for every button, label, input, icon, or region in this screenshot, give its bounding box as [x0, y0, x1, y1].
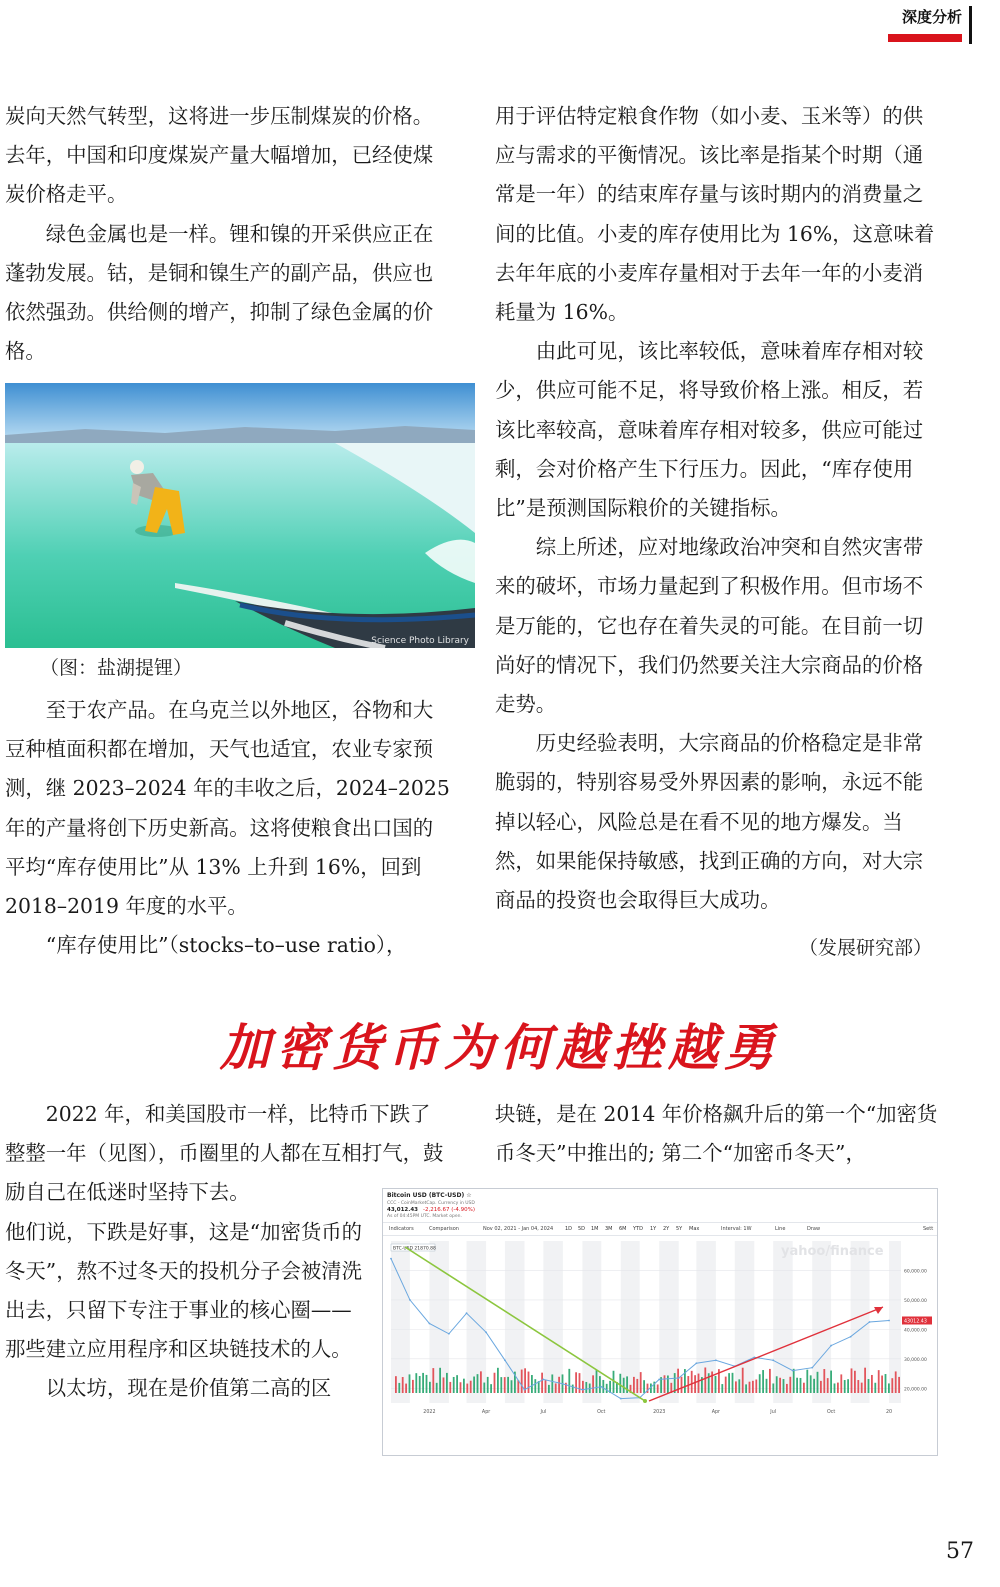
volume-bar	[898, 1377, 900, 1393]
volume-bar	[895, 1371, 897, 1393]
paragraph: 以太坊，现在是价值第二高的区	[45, 1376, 332, 1401]
volume-bar	[504, 1377, 506, 1393]
chart-subtitle: CCC - CoinMarketCap. Currency in USD	[387, 1201, 475, 1206]
draw-button[interactable]: Draw	[807, 1226, 821, 1232]
volume-bar	[497, 1368, 499, 1393]
volume-bar	[453, 1377, 455, 1393]
data-point	[811, 1367, 813, 1369]
month-band	[467, 1241, 487, 1403]
volume-bar	[487, 1377, 489, 1393]
volume-bar	[766, 1379, 768, 1393]
data-point	[409, 1299, 411, 1301]
settings-button[interactable]: Sett	[923, 1226, 934, 1232]
photo-caption: （图：盐湖提锂）	[40, 657, 193, 679]
month-band	[582, 1241, 601, 1403]
volume-bar	[555, 1383, 557, 1393]
volume-bar	[888, 1383, 890, 1393]
x-tick-label: 2023	[653, 1410, 666, 1415]
bitcoin-chart	[382, 1188, 938, 1456]
volume-bar	[827, 1378, 829, 1393]
volume-bar	[793, 1369, 795, 1393]
paragraph: 炭向天然气转型，这将进一步压制煤炭的价格。去年，中国和印度煤炭产量大幅增加，已经使煤炭价格走平。	[5, 104, 434, 207]
volume-bar	[657, 1384, 659, 1393]
volume-bar	[783, 1379, 785, 1393]
volume-bar	[745, 1384, 747, 1393]
volume-bar	[412, 1380, 414, 1393]
range-1m[interactable]: 1M	[591, 1226, 599, 1232]
volume-bar	[817, 1372, 819, 1393]
volume-bar	[592, 1375, 594, 1393]
data-point	[658, 1379, 660, 1381]
interval-selector[interactable]: Interval: 1W	[721, 1226, 752, 1232]
range-1d[interactable]: 1D	[565, 1226, 573, 1232]
volume-bar	[694, 1375, 696, 1393]
chart-title: Bitcoin USD (BTC-USD) ☆	[387, 1192, 472, 1199]
section-divider	[969, 6, 972, 44]
volume-bar	[691, 1371, 693, 1393]
volume-bar	[480, 1371, 482, 1393]
volume-bar	[643, 1380, 645, 1393]
volume-bar	[851, 1368, 853, 1393]
volume-bar	[779, 1378, 781, 1393]
volume-bar	[585, 1382, 587, 1393]
volume-bar	[436, 1383, 438, 1393]
volume-bar	[844, 1380, 846, 1393]
volume-bar	[568, 1369, 570, 1393]
range-3m[interactable]: 3M	[605, 1226, 613, 1232]
data-point	[466, 1312, 468, 1314]
volume-bar	[633, 1377, 635, 1393]
volume-bar	[443, 1377, 445, 1393]
photo-credit: Science Photo Library	[371, 636, 469, 646]
volume-bar	[599, 1376, 601, 1393]
volume-bar	[837, 1383, 839, 1393]
x-tick-label: Apr	[711, 1410, 721, 1415]
volume-bar	[579, 1373, 581, 1393]
volume-bar	[776, 1376, 778, 1393]
volume-bar	[466, 1384, 468, 1393]
indicators-button[interactable]: Indicators	[389, 1226, 414, 1232]
volume-bar	[738, 1379, 740, 1393]
volume-bar	[762, 1370, 764, 1393]
paragraph: 绿色金属也是一样。锂和镍的开采供应正在蓬勃发展。钴，是铜和镍生产的副产品，供应也依然强劲。供给侧的增产，抑制了绿色金属的价格。	[5, 221, 434, 364]
y-tick-label: 50,000.00	[904, 1298, 927, 1304]
volume-bar	[868, 1379, 870, 1393]
volume-bar	[596, 1370, 598, 1393]
data-point	[830, 1345, 832, 1347]
volume-bar	[456, 1375, 458, 1393]
volume-bar	[725, 1377, 727, 1393]
volume-bar	[402, 1377, 404, 1393]
volume-bar	[698, 1374, 700, 1393]
data-point	[504, 1359, 506, 1361]
volume-bar	[813, 1379, 815, 1393]
x-tick-label: 2022	[423, 1410, 436, 1415]
volume-bar	[490, 1384, 492, 1393]
volume-bar	[541, 1373, 543, 1393]
data-point	[600, 1386, 602, 1388]
y-tick-label: 40,000.00	[904, 1328, 927, 1334]
volume-bar	[507, 1377, 509, 1393]
volume-bar	[528, 1372, 530, 1393]
volume-bar	[640, 1372, 642, 1393]
data-point	[429, 1323, 431, 1325]
month-band	[735, 1241, 755, 1403]
date-range-selector[interactable]: Nov 02, 2021 - Jan 04, 2024	[483, 1226, 554, 1232]
volume-bar	[806, 1370, 808, 1393]
range-max[interactable]: Max	[689, 1226, 700, 1232]
volume-bar	[721, 1384, 723, 1393]
chart-price: 43,012.43	[387, 1207, 418, 1213]
volume-bar	[769, 1369, 771, 1393]
volume-bar	[470, 1381, 472, 1393]
x-tick-label: Jul	[770, 1410, 777, 1415]
volume-bar	[602, 1380, 604, 1393]
volume-bar	[494, 1373, 496, 1393]
volume-bar	[558, 1377, 560, 1393]
paragraph: 2022 年，和美国股市一样，比特币下跌了整整一年（见图），币圈里的人都在互相打气，鼓励自己在低迷时坚持下去。	[5, 1102, 444, 1205]
volume-bar	[715, 1376, 717, 1393]
volume-bar	[429, 1382, 431, 1393]
x-tick-label: 20	[885, 1410, 893, 1415]
volume-bar	[823, 1369, 825, 1393]
volume-bar	[449, 1382, 451, 1393]
volume-bar	[521, 1370, 523, 1393]
volume-bar	[473, 1377, 475, 1393]
line-selector[interactable]: Line	[775, 1226, 786, 1232]
data-point	[869, 1321, 871, 1323]
volume-bar	[500, 1377, 502, 1393]
volume-bar	[864, 1368, 866, 1393]
x-tick-label: Oct	[826, 1410, 836, 1415]
volume-bar	[796, 1378, 798, 1393]
paragraph: 他们说，下跌是好事，这是“加密货币的冬天”，熬不过冬天的投机分子会被清洗出去，只留下专注于事业的核心圈——那些建立应用程序和区块链技术的人。	[5, 1219, 363, 1362]
volume-bar	[857, 1380, 859, 1393]
volume-bar	[405, 1384, 407, 1393]
paragraph: 用于评估特定粮食作物（如小麦、玉米等）的供应与需求的平衡情况。该比率是指某个时期（通常是一年）的结束库存量与该时期内的消费量之间的比值。小麦的库存使用比为 16%，这意味着去年年底的小麦库存量相对于去年一年的小麦消耗量为 16%。	[495, 104, 935, 325]
volume-bar	[582, 1381, 584, 1393]
volume-bar	[878, 1370, 880, 1393]
volume-bar	[432, 1368, 434, 1393]
data-point	[562, 1383, 564, 1385]
volume-bar	[704, 1367, 706, 1393]
volume-bar	[572, 1385, 574, 1393]
downtrend-arrow-end	[643, 1399, 647, 1403]
data-point	[678, 1377, 680, 1379]
volume-bar	[786, 1384, 788, 1393]
volume-bar	[789, 1377, 791, 1393]
volume-bar	[409, 1374, 411, 1393]
volume-bar	[415, 1373, 417, 1393]
data-point	[448, 1333, 450, 1335]
data-point	[620, 1398, 622, 1400]
volume-bar	[477, 1374, 479, 1393]
volume-bar	[891, 1378, 893, 1393]
x-tick-label: Apr	[481, 1410, 491, 1415]
volume-bar	[606, 1384, 608, 1393]
chart-change: -2,216.67 (-4.90%)	[423, 1207, 475, 1213]
volume-bar	[749, 1382, 751, 1393]
volume-bar	[752, 1381, 754, 1393]
volume-bar	[463, 1379, 465, 1393]
data-point	[524, 1389, 526, 1391]
volume-bar	[483, 1383, 485, 1393]
chart-plot	[383, 1235, 937, 1455]
volume-bar	[664, 1375, 666, 1393]
volume-bar	[874, 1383, 876, 1393]
data-point	[390, 1258, 392, 1260]
data-point	[850, 1336, 852, 1338]
volume-bar	[419, 1376, 421, 1393]
section-label: 深度分析	[901, 8, 962, 26]
byline: （发展研究部）	[798, 937, 932, 959]
range-ytd[interactable]: YTD	[633, 1226, 643, 1232]
lithium-photo	[5, 383, 475, 648]
volume-bar	[803, 1383, 805, 1393]
volume-bar	[820, 1381, 822, 1393]
right-column	[495, 97, 940, 920]
left-column-bottom	[5, 691, 450, 965]
volume-bar	[422, 1373, 424, 1393]
volume-bar	[847, 1379, 849, 1393]
page-number: 57	[946, 1539, 974, 1564]
volume-bar	[759, 1374, 761, 1393]
y-tick-label: 60,000.00	[904, 1269, 927, 1275]
data-point	[792, 1370, 794, 1372]
volume-bar	[398, 1383, 400, 1393]
volume-bar	[439, 1368, 441, 1393]
article2-right-column	[495, 1095, 940, 1173]
volume-bar	[881, 1376, 883, 1393]
volume-bar	[460, 1382, 462, 1393]
article-headline: 加密货币为何越挫越勇	[220, 1019, 780, 1077]
volume-bar	[728, 1373, 730, 1393]
volume-bar	[534, 1379, 536, 1393]
start-label: BTC-USD 21870.88	[393, 1246, 436, 1252]
x-tick-label: Jul	[540, 1410, 547, 1415]
volume-bar	[732, 1373, 734, 1393]
data-point	[695, 1362, 697, 1364]
volume-bar	[772, 1383, 774, 1393]
volume-bar	[395, 1376, 397, 1393]
section-underline	[888, 34, 962, 42]
data-point	[772, 1359, 774, 1361]
range-5d[interactable]: 5D	[578, 1226, 586, 1232]
volume-bar	[871, 1375, 873, 1393]
volume-bar	[548, 1385, 550, 1393]
range-5y[interactable]: 5Y	[676, 1226, 683, 1232]
volume-bar	[446, 1373, 448, 1393]
paragraph: “库存使用比”（stocks–to–use ratio），	[45, 933, 407, 958]
volume-bar	[755, 1380, 757, 1393]
data-point	[888, 1320, 890, 1322]
paragraph: 至于农产品。在乌克兰以外地区，谷物和大豆种植面积都在增加，天气也适宜，农业专家预测，继 2023–2024 年的丰收之后，2024–2025 年的产量将创下历史新高。这将使粮食出口国的平均“库存使用比”从 13% 上升到 16%，回到 2018–2019 年度的水平。	[5, 698, 450, 919]
month-band	[851, 1241, 870, 1403]
y-tick-label: 30,000.00	[904, 1357, 927, 1363]
left-column-top	[5, 97, 450, 371]
data-point	[485, 1331, 487, 1333]
x-tick-label: Oct	[597, 1410, 606, 1415]
volume-bar	[511, 1380, 513, 1393]
paragraph: 由此可见，该比率较低，意味着库存相对较少，供应可能不足，将导致价格上涨。相反，若该比率较高，意味着库存相对较多，供应可能过剩，会对价格产生下行压力。因此，“库存使用比”是预测国际粮价的关键指标。	[495, 339, 924, 521]
volume-bar	[619, 1374, 621, 1393]
volume-bar	[636, 1379, 638, 1393]
volume-bar	[840, 1374, 842, 1393]
volume-bar	[551, 1374, 553, 1393]
paragraph: 综上所述，应对地缘政治冲突和自然灾害带来的破坏，市场力量起到了积极作用。但市场不是万能的，它也存在着失灵的可能。在目前一切尚好的情况下，我们仍然要关注大宗商品的价格走势。	[495, 535, 924, 717]
volume-bar	[426, 1375, 428, 1393]
volume-bar	[885, 1374, 887, 1393]
volume-bar	[681, 1377, 683, 1393]
volume-bar	[538, 1381, 540, 1393]
volume-bar	[854, 1371, 856, 1393]
volume-bar	[623, 1378, 625, 1393]
data-point	[715, 1359, 717, 1361]
volume-bar	[531, 1375, 533, 1393]
range-1y[interactable]: 1Y	[650, 1226, 657, 1232]
y-tick-label: 20,000.00	[904, 1387, 927, 1393]
chart-toolbar	[383, 1222, 937, 1236]
volume-bar	[861, 1383, 863, 1393]
yahoo-finance-watermark: yahoo/finance	[781, 1244, 884, 1259]
volume-bar	[834, 1383, 836, 1393]
volume-bar	[545, 1380, 547, 1393]
comparison-button[interactable]: Comparison	[429, 1226, 459, 1232]
volume-bar	[667, 1375, 669, 1393]
volume-bar	[800, 1378, 802, 1393]
volume-bar	[735, 1381, 737, 1393]
range-6m[interactable]: 6M	[619, 1226, 627, 1232]
volume-bar	[810, 1375, 812, 1393]
paragraph: 历史经验表明，大宗商品的价格稳定是非常脆弱的，特别容易受外界因素的影响，永远不能掉以轻心，风险总是在看不见的地方爆发。当然，如果能保持敏感，找到正确的方向，对大宗商品的投资也会取得巨大成功。	[495, 731, 924, 913]
volume-bar	[575, 1372, 577, 1393]
current-price-label: 43012.43	[904, 1319, 927, 1325]
volume-bar	[830, 1371, 832, 1393]
paragraph: 块链，是在 2014 年价格飙升后的第一个“加密货币冬天”中推出的; 第二个“加密币冬天”，	[495, 1102, 938, 1166]
chart-as-of: As of 04:45PM UTC. Market open.	[387, 1214, 462, 1219]
data-point	[582, 1389, 584, 1391]
volume-bar	[742, 1368, 744, 1393]
data-point	[542, 1379, 544, 1381]
range-2y[interactable]: 2Y	[663, 1226, 670, 1232]
